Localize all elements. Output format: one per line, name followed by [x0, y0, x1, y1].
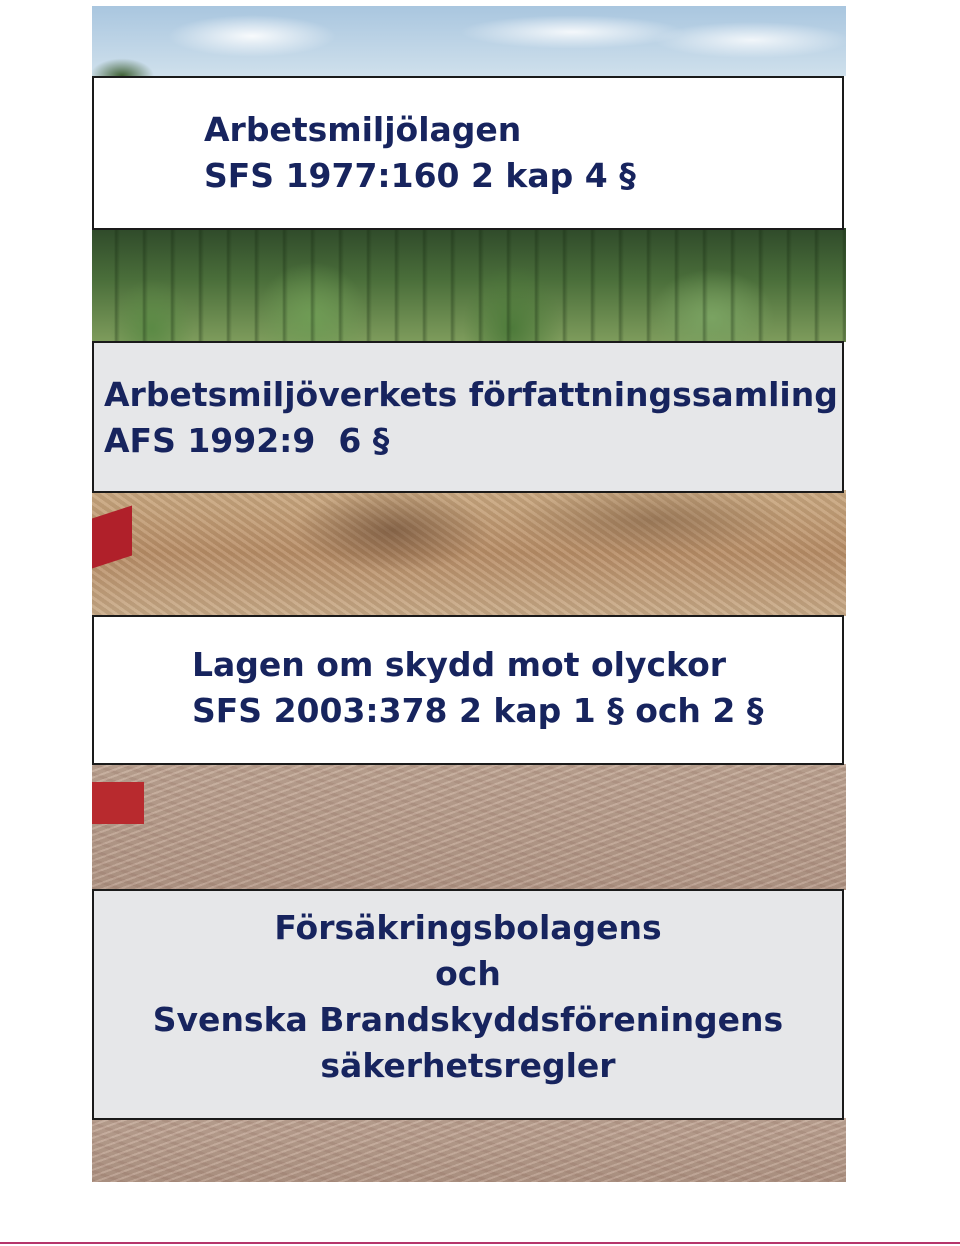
- box-line: Svenska Brandskyddsföreningens: [152, 1000, 784, 1039]
- tree-silhouette: [92, 46, 162, 76]
- box-reference: SFS 1977:160 2 kap 4 §: [204, 156, 636, 195]
- law-box-skydd-mot-olyckor: [92, 615, 844, 765]
- sky-photo: [92, 6, 846, 76]
- box-line: och: [435, 954, 501, 993]
- box-line: Försäkringsbolagens: [274, 908, 662, 947]
- law-box-afs: [92, 341, 844, 493]
- bottom-rule: [0, 1242, 960, 1244]
- box-title: Arbetsmiljölagen: [204, 110, 522, 149]
- box-line: säkerhetsregler: [320, 1046, 616, 1085]
- law-box-arbetsmiljolagen: [92, 76, 844, 230]
- wood-chips-photo: [92, 490, 846, 616]
- red-machine-part: [92, 782, 144, 824]
- box-title: Arbetsmiljöverkets författningssamling: [104, 375, 838, 414]
- box-reference: AFS 1992:9 6 §: [104, 421, 390, 460]
- box-title: Lagen om skydd mot olyckor: [192, 645, 727, 684]
- gravel-ground-photo: [92, 764, 846, 890]
- machine-part: [92, 506, 132, 569]
- law-box-sakerhetsregler: [92, 889, 844, 1120]
- forest-photo: [92, 228, 846, 342]
- box-reference: SFS 2003:378 2 kap 1 § och 2 §: [192, 691, 764, 730]
- gravel-ground-photo-bottom: [92, 1118, 846, 1182]
